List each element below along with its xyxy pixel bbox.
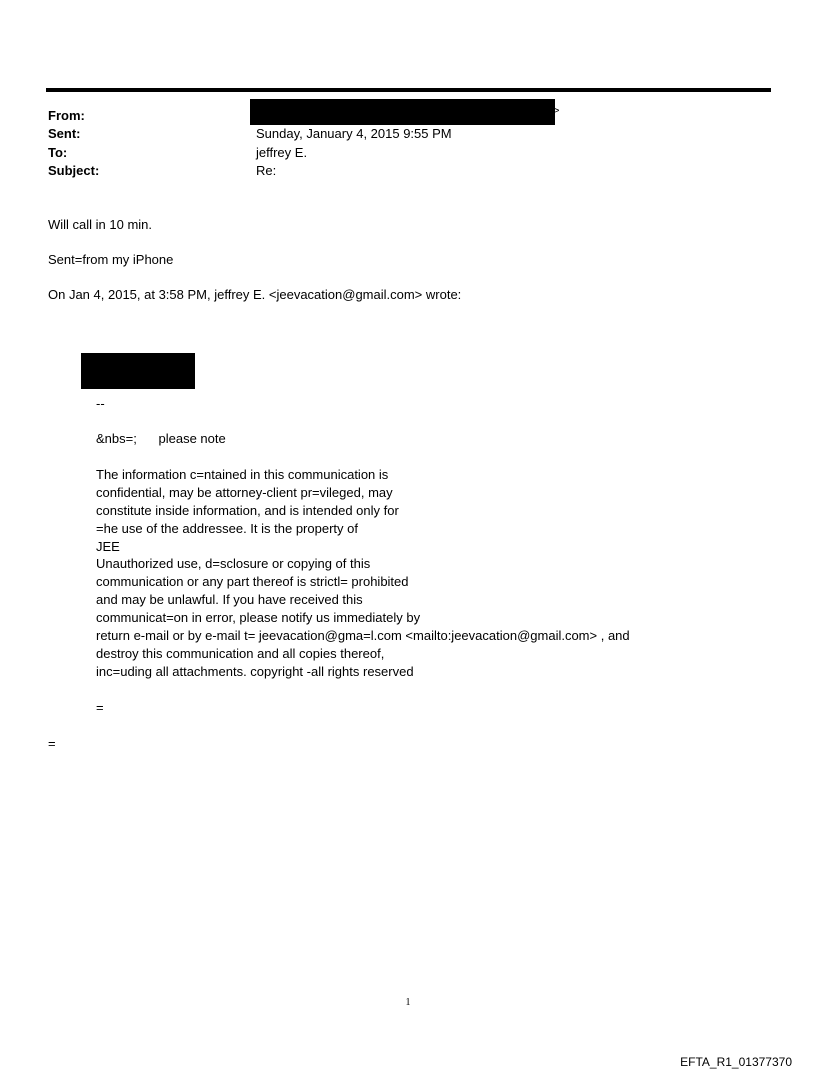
- from-redaction: [250, 99, 555, 125]
- header-rule: [46, 88, 771, 92]
- body-line-signature: Sent=from my iPhone: [48, 252, 174, 267]
- body-line-quote-intro: On Jan 4, 2015, at 3:58 PM, jeffrey E. <jeevacation@gmail.com> wrote:: [48, 287, 462, 302]
- to-value: jeffrey E.: [256, 145, 308, 160]
- from-redaction-tail: >: [553, 105, 560, 117]
- quote-eq: =: [96, 700, 104, 715]
- trailing-eq: =: [48, 736, 56, 751]
- subject-label: Subject:: [48, 163, 100, 178]
- sent-value: Sunday, January 4, 2015 9:55 PM: [256, 126, 452, 141]
- disclaimer-line: and may be unlawful. If you have received this: [96, 592, 363, 607]
- quote-dashes: --: [96, 396, 105, 411]
- document-id: EFTA_R1_01377370: [680, 1055, 792, 1069]
- disclaimer-line: communication or any part thereof is strictl= prohibited: [96, 574, 409, 589]
- body-line-reply: Will call in 10 min.: [48, 217, 153, 232]
- disclaimer-line: Unauthorized use, d=sclosure or copying of this: [96, 556, 371, 571]
- sent-label: Sent:: [48, 126, 81, 141]
- disclaimer-line: =he use of the addressee. It is the property of: [96, 521, 358, 536]
- quote-note: &nbs=; please note: [96, 431, 226, 446]
- disclaimer-line: confidential, may be attorney-client pr=vileged, may: [96, 485, 393, 500]
- subject-value: Re:: [256, 163, 277, 178]
- disclaimer-line: destroy this communication and all copies thereof,: [96, 646, 385, 661]
- disclaimer-line: JEE: [96, 539, 120, 554]
- disclaimer-line: constitute inside information, and is intended only for: [96, 503, 399, 518]
- to-label: To:: [48, 145, 68, 160]
- disclaimer-line: communicat=on in error, please notify us immediately by: [96, 610, 421, 625]
- from-label: From:: [48, 108, 85, 123]
- quoted-redaction: [81, 353, 195, 389]
- disclaimer-line: The information c=ntained in this communication is: [96, 467, 389, 482]
- disclaimer-line: return e-mail or by e-mail t= jeevacation@gma=l.com <mailto:jeevacation@gmail.com> , and: [96, 628, 630, 643]
- disclaimer-line: inc=uding all attachments. copyright -all rights reserved: [96, 664, 414, 679]
- page-number: 1: [405, 997, 411, 1008]
